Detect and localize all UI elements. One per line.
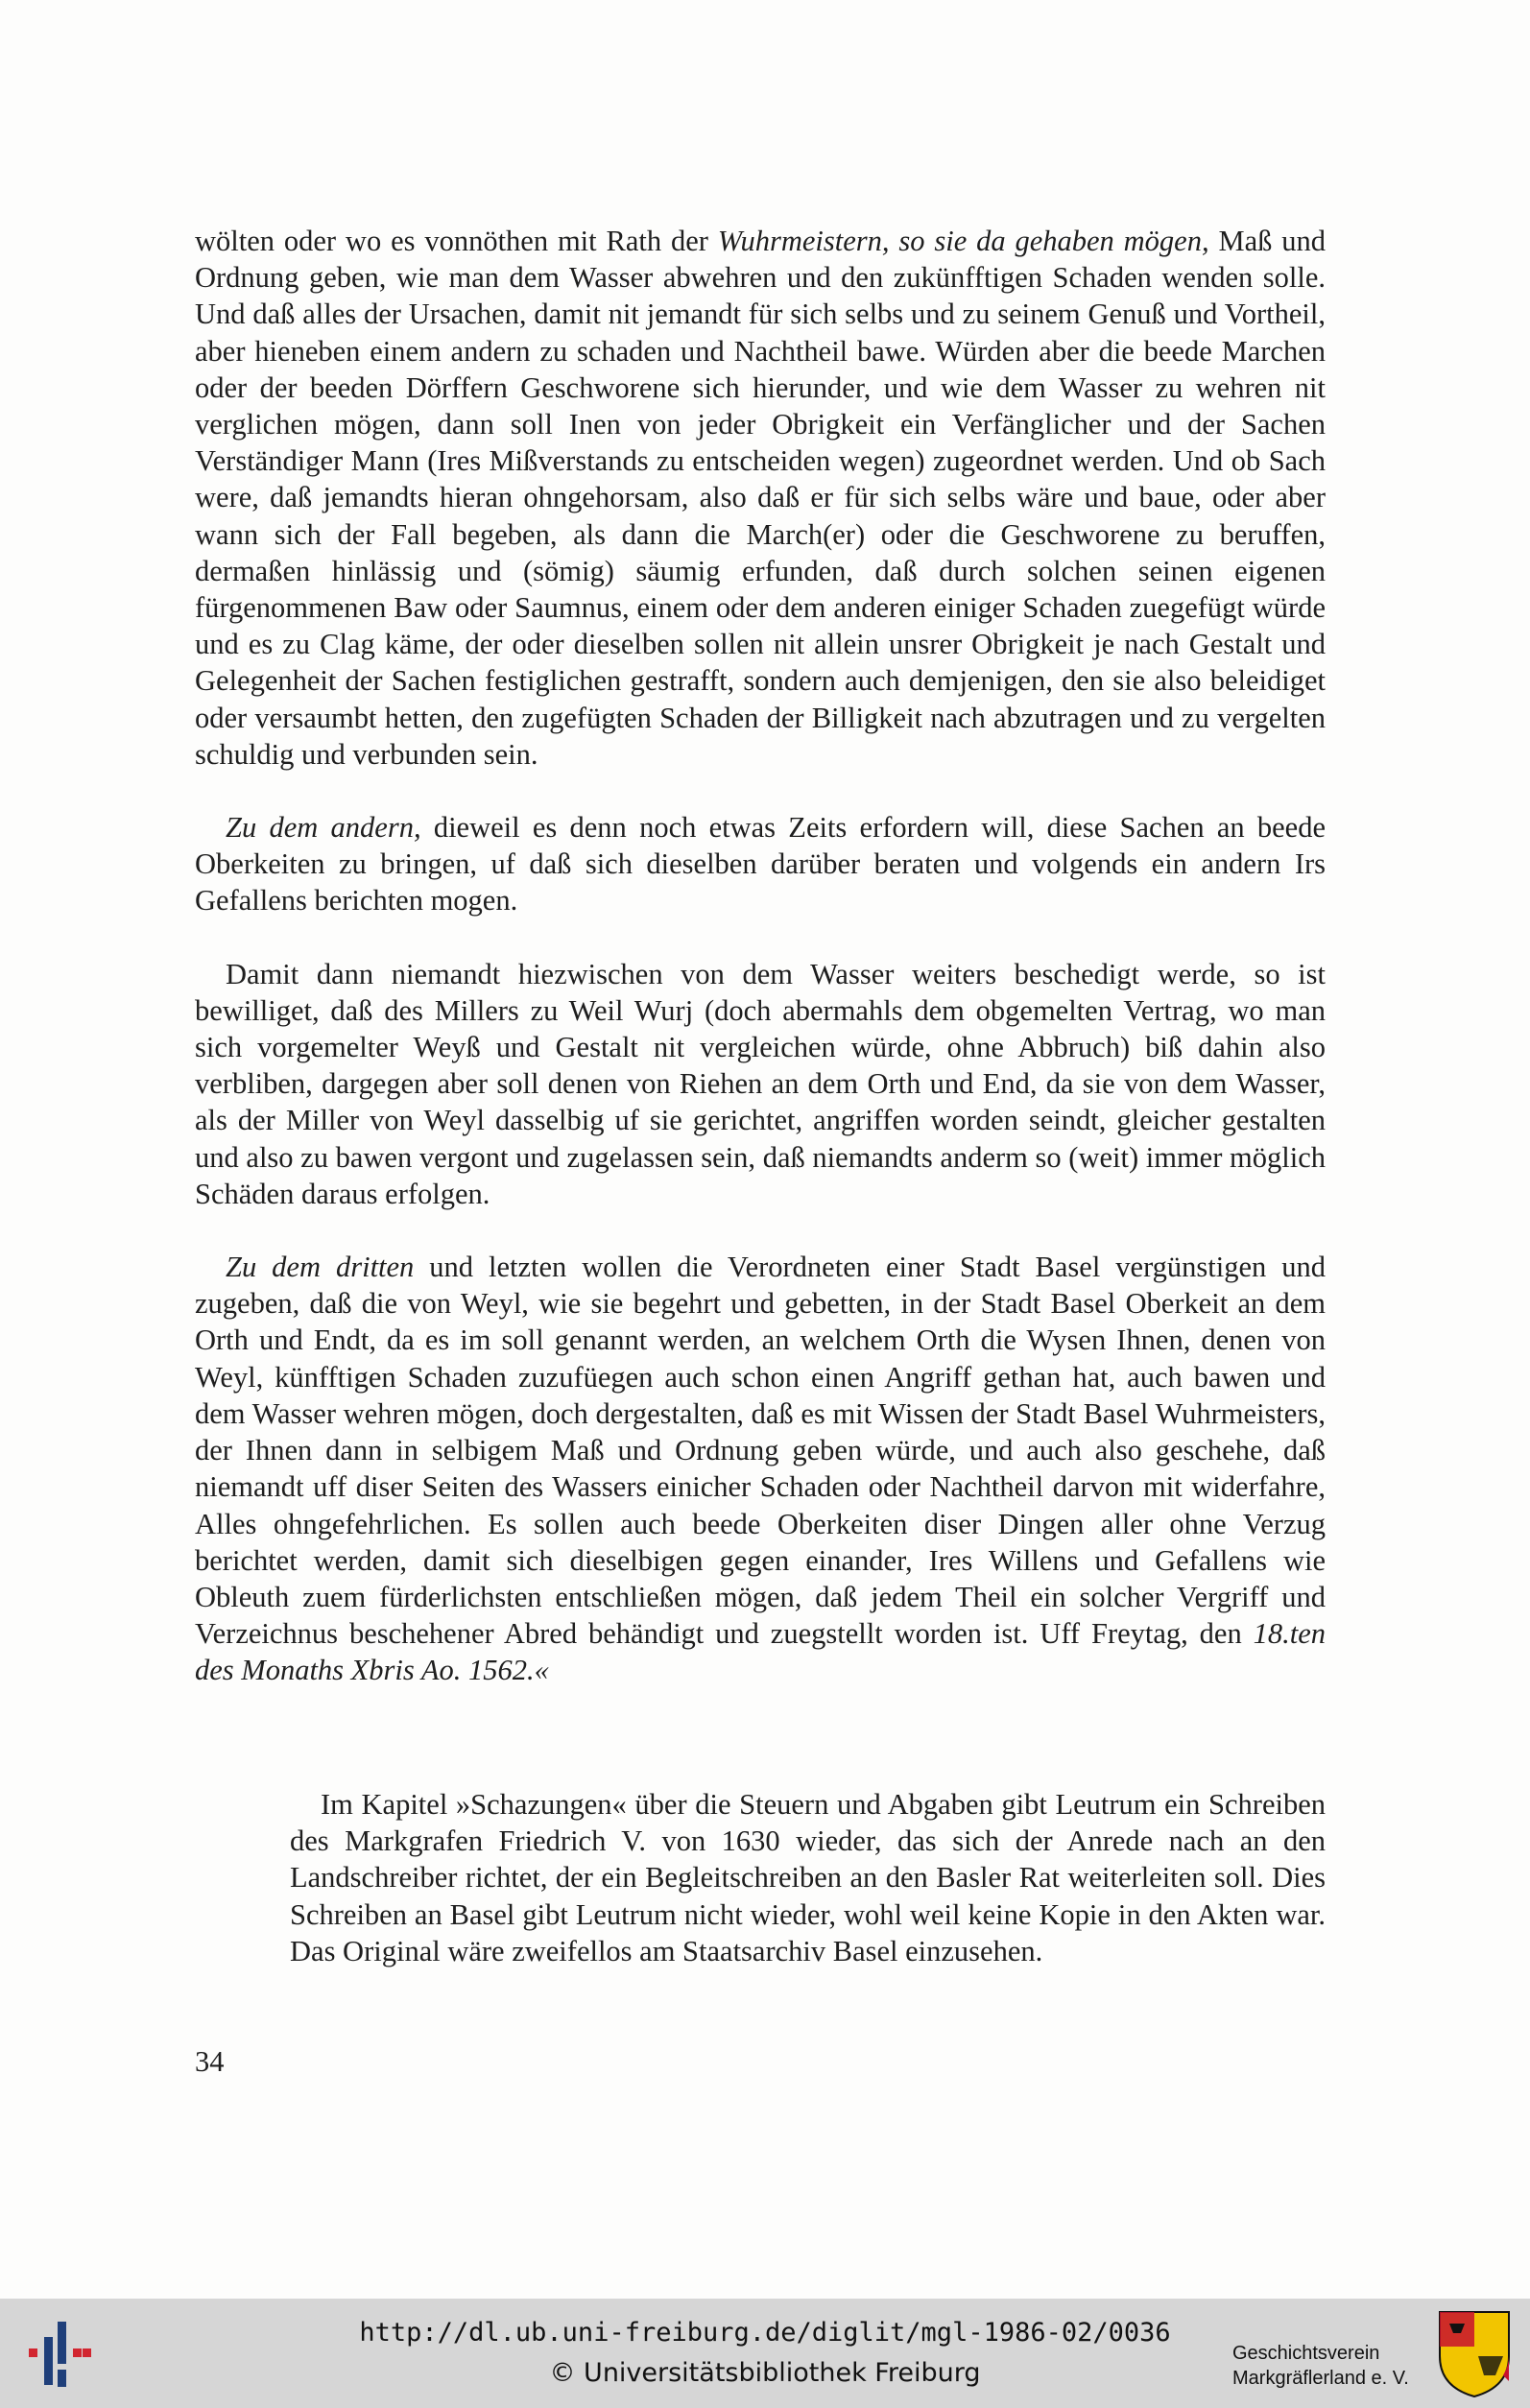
copyright-text: © Universitätsbibliothek Freiburg [549,2358,981,2388]
text-run: wölten oder wo es vonnöthen mit Rath der [195,225,718,257]
coat-of-arms-icon[interactable] [1436,2308,1513,2398]
editor-note-paragraph: Im Kapitel »Schazungen« über die Steuern und Abgaben gibt Leutrum ein Schreiben des Markgrafen Friedrich V. von 1630 wieder, das sich der Anrede nach an den Landschreiber richtet, der ein Begleitschreiben an den Basler Rat weiterleiten soll. Dies Schreiben an Basel gibt Leutrum nicht wieder, wohl weil keine Kopie in den Akten war. Das Original wäre zweifellos am Staatsarchiv Basel einzusehen. [290,1788,1326,1967]
text-run: Damit dann niemandt hiezwischen von dem Wasser weiters beschedigt werde, so ist bewilliget, daß des Millers zu Weil Wurj (doch abermahls dem obgemelten Vertrag, wo man sich vorgemelter Weyß und Gestalt nit vergleichen würde, ohne Abbruch) biß dahin also verbliben, dargegen aber soll denen von Riehen an dem Orth und End, da sie von dem Wasser, als der Miller von Weyl dasselbig uf sie gerichtet, angriffen worden seindt, gleicher gestalten und also zu bawen vergont und zugelassen sein, daß niemandts anderm so (weit) immer möglich Schäden daraus erfolgen. [195,957,1326,1210]
text-run: und letzten wollen die Verordneten einer Stadt Basel vergünstigen und zugeben, daß die von Weyl, wie sie begehrt und gebetten, in der Stadt Basel Oberkeit an dem Orth und Endt, da es im soll genannt werden, an welchem Orth die Wysen Ihnen, denen von Weyl, künfftigen Schaden zuzufüegen auch schon einen Angriff gethan hat, auch bawen und dem Wasser wehren mögen, doch dergestalten, daß es mit Wissen der Stadt Basel Wuhrmeisters, der Ihnen dann in selbigem Maß und Ordnung geben würde, und auch also geschehe, daß niemandt uff diser Seiten des Wassers einicher Schaden oder Nachtheil darvon mit widerfahre, Alles ohngefehrlichen. Es sollen auch beede Oberkeiten diser Dingen aller ohne Verzug berichtet werden, damit sich dieselbigen gegen einander, Ires Willens und Gefallens wie Obleuth zuem fürderlichsten entschließen mögen, daß jedem Theil ein solcher Vergriff und Verzeichnus beschehener Abred behändigt und zuegstellt worden ist. Uff Freytag, den [195,1251,1327,1651]
italic-text: Zu dem andern, [226,811,421,845]
text-run: dieweil es denn noch etwas Zeits erfordern will, diese Sachen an beede Oberkeiten zu bringen, uf daß sich dieselben darüber beraten und volgends ein andern Irs Gefallens berichten mogen. [195,811,1326,918]
italic-text: Wuhrmeistern, so sie da gehaben mögen, [717,225,1209,257]
editor-note [290,1786,1326,1969]
society-name [1232,2341,1424,2391]
page-number: 34 [195,2045,225,2078]
text-run: Maß und Ordnung geben, wie man dem Wasser abwehren und den zukünfftigen Schaden wenden solle. Und daß alles der Ursachen, damit nit jemandt für sich selbs und zu seinem Genuß und Vortheil, aber hieneben einem andern zu schaden und Nachtheil bawe. Würden aber die beede Marchen oder der beeden Dörffern Geschworene sich hierunder, und wie dem Wasser zu wehren nit verglichen mögen, dann soll Inen von jeder Obrigkeit ein Verfänglicher und der Sachen Verständiger Mann (Ires Mißverstands zu entscheiden wegen) zugeordnet werden. Und ob Sach were, daß jemandts hieran ohngehorsam, also daß er für sich selbs wäre und baue, oder aber wann sich der Fall begeben, als dann die March(er) oder die Geschworene zu beruffen, dermaßen hinlässig und (sömig) säumig erfunden, daß durch solchen seinen eigenen fürgenommenen Baw oder Saumnus, einem oder dem anderen einiger Schaden zuegefügt würde und es zu Clag käme, der oder dieselben sollen nit allein unsrer Obrigkeit je nach Gestalt und Gelegenheit der Sachen festiglichen gestrafft, sondern auch demjenigen, den sie also beleidiget oder versaumbt hetten, den zugefügten Schaden der Billigkeit nach abzutragen und zu vergelten schuldig und verbunden sein. [195,225,1326,771]
body-paragraph [195,223,1326,773]
document-body [195,223,1326,1726]
italic-text: Zu dem dritten [226,1251,415,1284]
italic-text: 18.ten des Monaths Xbris Ao. 1562.« [195,1617,1326,1687]
body-paragraph [195,956,1326,1212]
footer-bar [0,2299,1530,2408]
body-paragraph [195,1249,1326,1688]
body-paragraph [195,809,1326,919]
society-name-line1: Geschichtsverein [1232,2343,1380,2364]
society-name-line2: Markgräflerland e. V. [1232,2368,1409,2389]
permalink-url[interactable]: http://dl.ub.uni-freiburg.de/diglit/mgl-1986-02/0036 [359,2318,1171,2348]
